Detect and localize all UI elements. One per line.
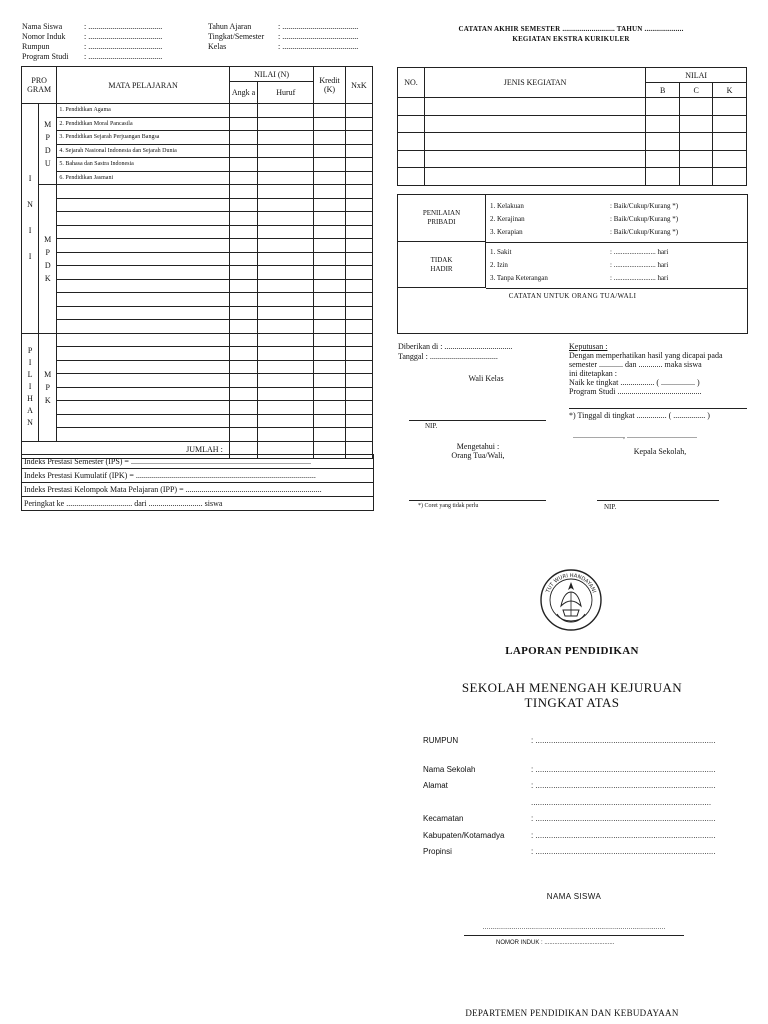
subject-cell: 5. Bahasa dan Sastra Indonesia bbox=[57, 158, 230, 172]
vertical-letter: P bbox=[27, 346, 33, 355]
student-name-label: NAMA SISWA bbox=[546, 892, 602, 901]
student-name-dots: .............................................................................................. bbox=[482, 924, 666, 931]
table-row bbox=[22, 306, 373, 320]
jenis-cell bbox=[424, 98, 645, 116]
signature-right: Keputusan : Dengan memperhatikan hasil yang dicapai pada semester ............ dan ............ maka siswa ini ditetapkan : Naik ke tingkat ................. ( ................. ) Program Studi .......................................... bbox=[569, 342, 749, 396]
vertical-letter: P bbox=[45, 247, 50, 257]
kredit-cell bbox=[314, 401, 345, 415]
kredit-cell bbox=[314, 320, 345, 334]
wali-kelas-label: Wali Kelas bbox=[468, 374, 504, 383]
report-title: LAPORAN PENDIDIKAN bbox=[505, 645, 639, 657]
nxk-cell bbox=[345, 252, 372, 266]
nxk-cell bbox=[345, 239, 372, 253]
vertical-letter: D bbox=[44, 146, 51, 155]
header-no: NO. bbox=[398, 68, 425, 98]
program-pilihan bbox=[22, 345, 38, 429]
subject-cell bbox=[57, 279, 230, 293]
huruf-cell bbox=[258, 171, 314, 185]
c-cell bbox=[680, 168, 713, 186]
subject-cell bbox=[57, 293, 230, 307]
c-cell bbox=[680, 133, 713, 151]
header-b: B bbox=[646, 83, 680, 98]
kepala-sekolah-label: Kepala Sekolah, bbox=[633, 447, 687, 456]
subject-cell bbox=[57, 252, 230, 266]
k-cell bbox=[713, 98, 747, 116]
vertical-letter: P bbox=[45, 382, 50, 392]
personal-box bbox=[397, 194, 748, 334]
absent-label: TIDAK HADIR bbox=[398, 242, 486, 288]
group-mpdk bbox=[39, 233, 56, 285]
table-row bbox=[398, 150, 747, 168]
place-date-line: ........................., ................................... bbox=[573, 431, 697, 440]
angka-cell bbox=[229, 158, 257, 172]
huruf-cell bbox=[258, 320, 314, 334]
group-mpdu bbox=[39, 118, 56, 170]
angka-cell bbox=[229, 320, 257, 334]
angka-cell bbox=[229, 239, 257, 253]
b-cell bbox=[646, 150, 680, 168]
angka-cell bbox=[229, 374, 257, 388]
header-c: C bbox=[680, 83, 713, 98]
header-jenis: JENIS KEGIATAN bbox=[424, 68, 645, 98]
kredit-cell bbox=[314, 104, 345, 118]
huruf-cell bbox=[258, 306, 314, 320]
nxk-cell bbox=[345, 414, 372, 428]
vertical-letter: I bbox=[28, 358, 32, 367]
vertical-letter: N bbox=[27, 200, 33, 210]
vertical-letter: U bbox=[44, 159, 51, 168]
rumpun-field: RUMPUN : ................................................................................. bbox=[423, 736, 716, 745]
nxk-cell bbox=[345, 306, 372, 320]
header-subject: MATA PELAJARAN bbox=[57, 67, 230, 104]
huruf-cell bbox=[258, 212, 314, 226]
kepala-signature-line bbox=[597, 500, 719, 501]
k-cell bbox=[713, 133, 747, 151]
sakit-row: 1. Sakit : ........................ hari bbox=[490, 248, 669, 256]
angka-cell bbox=[229, 185, 257, 199]
angka-cell bbox=[229, 131, 257, 145]
huruf-cell bbox=[258, 401, 314, 415]
header-program: PRO GRAM bbox=[22, 67, 57, 104]
vertical-letter: H bbox=[27, 394, 33, 403]
kredit-cell bbox=[314, 279, 345, 293]
huruf-cell bbox=[258, 117, 314, 131]
table-row bbox=[22, 171, 373, 185]
k-cell bbox=[713, 150, 747, 168]
huruf-cell bbox=[258, 293, 314, 307]
no-cell bbox=[398, 168, 425, 186]
emblem-icon bbox=[539, 568, 603, 632]
vertical-letter: D bbox=[44, 260, 51, 270]
jenis-cell bbox=[424, 133, 645, 151]
table-row bbox=[22, 225, 373, 239]
vertical-letter: M bbox=[44, 234, 52, 244]
nxk-cell bbox=[345, 333, 372, 347]
huruf-cell bbox=[258, 279, 314, 293]
vertical-letter: L bbox=[27, 370, 33, 379]
kerapian-row: 3. Kerapian : Baik/Cukup/Kurang *) bbox=[490, 228, 679, 236]
nxk-cell bbox=[345, 387, 372, 401]
b-cell bbox=[646, 133, 680, 151]
jenis-cell bbox=[424, 115, 645, 133]
vertical-letter: I bbox=[28, 252, 32, 262]
vertical-letter: I bbox=[28, 382, 32, 391]
nxk-cell bbox=[345, 374, 372, 388]
no-cell bbox=[398, 150, 425, 168]
kredit-cell bbox=[314, 131, 345, 145]
no-cell bbox=[398, 133, 425, 151]
school-title: SEKOLAH MENENGAH KEJURUAN TINGKAT ATAS bbox=[461, 680, 683, 710]
huruf-cell bbox=[258, 239, 314, 253]
b-cell bbox=[646, 168, 680, 186]
angka-cell bbox=[229, 414, 257, 428]
subject-cell bbox=[57, 320, 230, 334]
huruf-cell bbox=[258, 374, 314, 388]
subject-cell: 1. Pendidikan Agama bbox=[57, 104, 230, 118]
huruf-cell bbox=[258, 333, 314, 347]
kredit-cell bbox=[314, 360, 345, 374]
table-row bbox=[398, 115, 747, 133]
nip-wali: NIP. bbox=[425, 422, 438, 430]
nxk-cell bbox=[345, 293, 372, 307]
field-program-studi: Program Studi : ..................................... bbox=[22, 52, 163, 61]
huruf-cell bbox=[258, 225, 314, 239]
angka-cell bbox=[229, 360, 257, 374]
group-mpdk-cell bbox=[39, 185, 57, 334]
jenis-cell bbox=[424, 168, 645, 186]
kredit-cell bbox=[314, 306, 345, 320]
kredit-cell bbox=[314, 117, 345, 131]
kelakuan-row: 1. Kelakuan : Baik/Cukup/Kurang *) bbox=[490, 202, 679, 210]
extracurricular-table bbox=[397, 67, 747, 186]
table-row bbox=[22, 117, 373, 131]
tanpa-keterangan-row: 3. Tanpa Keterangan : ........................ hari bbox=[490, 274, 669, 282]
header-nxk: NxK bbox=[345, 67, 372, 104]
parent-signature-line bbox=[409, 500, 546, 501]
subject-cell bbox=[57, 387, 230, 401]
program-inti-cell bbox=[22, 104, 39, 334]
vertical-letter: I bbox=[28, 174, 32, 184]
penilaian-label: PENILAIAN PRIBADI bbox=[398, 195, 486, 242]
huruf-cell bbox=[258, 104, 314, 118]
vertical-letter: A bbox=[27, 406, 33, 415]
student-header-right bbox=[208, 22, 378, 52]
angka-cell bbox=[229, 144, 257, 158]
propinsi-field: Propinsi : ................................................................................. bbox=[423, 847, 716, 856]
header-nilai: NILAI (N) bbox=[229, 67, 314, 82]
huruf-cell bbox=[258, 144, 314, 158]
department-name: DEPARTEMEN PENDIDIKAN DAN KEBUDAYAAN bbox=[465, 1008, 679, 1018]
mengetahui-block: Mengetahui : Orang Tua/Wali, bbox=[451, 442, 505, 460]
nxk-cell bbox=[345, 212, 372, 226]
vertical-letter: M bbox=[44, 120, 52, 129]
keputusan-label: Keputusan : bbox=[569, 342, 608, 351]
nxk-cell bbox=[345, 185, 372, 199]
nxk-cell bbox=[345, 320, 372, 334]
nxk-cell bbox=[345, 104, 372, 118]
table-row bbox=[22, 387, 373, 401]
table-row bbox=[22, 374, 373, 388]
diberikan-di: Diberikan di : .................................. bbox=[398, 342, 513, 351]
field-rumpun: Rumpun : ..................................... bbox=[22, 42, 163, 51]
subject-cell: 2. Pendidikan Moral Pancasila bbox=[57, 117, 230, 131]
kredit-cell bbox=[314, 239, 345, 253]
table-row bbox=[22, 131, 373, 145]
jenis-cell bbox=[424, 150, 645, 168]
kabupaten-field: Kabupaten/Kotamadya : ................................................................................. bbox=[423, 831, 716, 840]
angka-cell bbox=[229, 117, 257, 131]
table-row bbox=[22, 333, 373, 347]
huruf-cell bbox=[258, 266, 314, 280]
header-nilai-ekskul: NILAI bbox=[646, 68, 747, 83]
group-mpk-cell bbox=[39, 333, 57, 441]
decision-separator bbox=[569, 408, 747, 409]
kredit-cell bbox=[314, 333, 345, 347]
tut-wuri-handayani-logo bbox=[539, 568, 603, 632]
huruf-cell bbox=[258, 185, 314, 199]
kredit-cell bbox=[314, 347, 345, 361]
nxk-cell bbox=[345, 347, 372, 361]
kredit-cell bbox=[314, 414, 345, 428]
angka-cell bbox=[229, 212, 257, 226]
angka-cell bbox=[229, 293, 257, 307]
table-row bbox=[22, 198, 373, 212]
jumlah-label: JUMLAH : bbox=[22, 441, 230, 458]
subject-cell bbox=[57, 333, 230, 347]
nxk-cell bbox=[345, 401, 372, 415]
kredit-cell bbox=[314, 198, 345, 212]
vertical-letter: P bbox=[45, 133, 50, 142]
absent-items bbox=[486, 242, 747, 289]
angka-cell bbox=[229, 333, 257, 347]
nxk-cell bbox=[345, 158, 372, 172]
vertical-letter: M bbox=[44, 369, 52, 379]
table-row bbox=[22, 239, 373, 253]
table-row bbox=[22, 414, 373, 428]
huruf-cell bbox=[258, 198, 314, 212]
k-cell bbox=[713, 115, 747, 133]
nomor-induk-line: NOMOR INDUK : .......................................... bbox=[496, 940, 615, 946]
nxk-cell bbox=[345, 171, 372, 185]
alamat-field-2: ................................................................................. bbox=[531, 798, 712, 807]
nxk-cell bbox=[345, 117, 372, 131]
field-nomor-induk: Nomor Induk : ..................................... bbox=[22, 32, 163, 41]
nxk-cell bbox=[345, 266, 372, 280]
nxk-cell bbox=[345, 360, 372, 374]
b-cell bbox=[646, 98, 680, 116]
subject-cell bbox=[57, 428, 230, 442]
table-row bbox=[22, 347, 373, 361]
wali-signature-line bbox=[409, 420, 546, 421]
kredit-cell bbox=[314, 428, 345, 442]
nxk-cell bbox=[345, 225, 372, 239]
subject-cell bbox=[57, 347, 230, 361]
subject-cell: 4. Sejarah Nasional Indonesia dan Sejarah Dunia bbox=[57, 144, 230, 158]
huruf-cell bbox=[258, 131, 314, 145]
subject-cell: 6. Pendidikan Jasmani bbox=[57, 171, 230, 185]
huruf-cell bbox=[258, 347, 314, 361]
angka-cell bbox=[229, 401, 257, 415]
kredit-cell bbox=[314, 374, 345, 388]
vertical-letter: K bbox=[44, 273, 51, 283]
ipk-row: Indeks Prestasi Kumulatif (IPK) = .......................................................................................... bbox=[22, 469, 373, 483]
subject-cell bbox=[57, 266, 230, 280]
field-tingkat-semester: Tingkat/Semester : ...................................... bbox=[208, 32, 359, 41]
no-cell bbox=[398, 115, 425, 133]
nxk-cell bbox=[345, 428, 372, 442]
angka-cell bbox=[229, 266, 257, 280]
kredit-cell bbox=[314, 144, 345, 158]
table-row bbox=[22, 266, 373, 280]
subject-cell bbox=[57, 198, 230, 212]
table-row bbox=[22, 428, 373, 442]
c-cell bbox=[680, 115, 713, 133]
angka-cell bbox=[229, 225, 257, 239]
table-row bbox=[22, 212, 373, 226]
nxk-cell bbox=[345, 144, 372, 158]
program-pilihan-cell bbox=[22, 333, 39, 441]
nxk-cell bbox=[345, 198, 372, 212]
table-row bbox=[22, 320, 373, 334]
peringkat-row: Peringkat ke ................................. dari ........................... siswa bbox=[24, 499, 223, 508]
table-row bbox=[22, 360, 373, 374]
angka-cell bbox=[229, 104, 257, 118]
field-nama-siswa: Nama Siswa : ..................................... bbox=[22, 22, 163, 31]
huruf-cell bbox=[258, 252, 314, 266]
kredit-cell bbox=[314, 158, 345, 172]
kecamatan-field: Kecamatan : ................................................................................. bbox=[423, 814, 716, 823]
angka-cell bbox=[229, 347, 257, 361]
table-row bbox=[22, 252, 373, 266]
field-kelas: Kelas : ...................................... bbox=[208, 42, 359, 51]
angka-cell bbox=[229, 252, 257, 266]
kredit-cell bbox=[314, 293, 345, 307]
kredit-cell bbox=[314, 252, 345, 266]
subject-cell bbox=[57, 185, 230, 199]
subject-cell bbox=[57, 414, 230, 428]
table-row bbox=[398, 133, 747, 151]
field-tahun-ajaran: Tahun Ajaran : ...................................... bbox=[208, 22, 359, 31]
table-row bbox=[398, 168, 747, 186]
program-inti bbox=[22, 166, 38, 270]
subject-cell bbox=[57, 239, 230, 253]
subject-cell bbox=[57, 401, 230, 415]
vertical-letter: K bbox=[44, 395, 51, 405]
subject-cell bbox=[57, 212, 230, 226]
huruf-cell bbox=[258, 414, 314, 428]
k-cell bbox=[713, 168, 747, 186]
header-angka: Angk a bbox=[229, 82, 257, 104]
table-row bbox=[22, 185, 373, 199]
angka-cell bbox=[229, 171, 257, 185]
table-row bbox=[22, 293, 373, 307]
table-row bbox=[22, 279, 373, 293]
alamat-field: Alamat : ................................................................................. bbox=[423, 781, 716, 790]
huruf-cell bbox=[258, 387, 314, 401]
tanggal: Tanggal : .................................. bbox=[398, 352, 498, 361]
tinggal-line: *) Tinggal di tingkat ............... ( ................ ) bbox=[569, 411, 710, 420]
izin-row: 2. Izin : ........................ hari bbox=[490, 261, 669, 269]
angka-cell bbox=[229, 387, 257, 401]
table-row bbox=[398, 98, 747, 116]
nxk-cell bbox=[345, 131, 372, 145]
indices-box bbox=[21, 454, 374, 511]
extracurricular-title: CATATAN AKHIR SEMESTER ........................... TAHUN .................... KEGIATAN EKSTRA KURIKULER bbox=[458, 25, 684, 43]
table-row bbox=[22, 401, 373, 415]
subject-cell bbox=[57, 306, 230, 320]
kredit-cell bbox=[314, 171, 345, 185]
svg-text:TUT WURI HANDAYANI: TUT WURI HANDAYANI bbox=[545, 572, 597, 594]
angka-cell bbox=[229, 279, 257, 293]
angka-cell bbox=[229, 306, 257, 320]
table-row bbox=[22, 104, 373, 118]
kredit-cell bbox=[314, 266, 345, 280]
table-row bbox=[22, 144, 373, 158]
ipp-row: Indeks Prestasi Kelompok Mata Pelajaran (IPP) = .................................................................... bbox=[22, 483, 373, 497]
header-kredit: Kredit (K) bbox=[314, 67, 345, 104]
group-mpk bbox=[39, 368, 56, 407]
grades-table bbox=[21, 66, 373, 459]
student-name-line bbox=[464, 935, 684, 936]
angka-cell bbox=[229, 198, 257, 212]
table-row bbox=[22, 158, 373, 172]
nip-kepala: NIP. bbox=[604, 503, 617, 511]
c-cell bbox=[680, 150, 713, 168]
kerajinan-row: 2. Kerajinan : Baik/Cukup/Kurang *) bbox=[490, 215, 679, 223]
huruf-cell bbox=[258, 428, 314, 442]
vertical-letter: I bbox=[28, 226, 32, 236]
notes-label: CATATAN UNTUK ORANG TUA/WALI bbox=[508, 292, 637, 300]
b-cell bbox=[646, 115, 680, 133]
vertical-letter: N bbox=[27, 418, 33, 427]
huruf-cell bbox=[258, 360, 314, 374]
nama-sekolah-field: Nama Sekolah : ................................................................................. bbox=[423, 765, 716, 774]
kredit-cell bbox=[314, 185, 345, 199]
kredit-cell bbox=[314, 387, 345, 401]
student-header-left bbox=[22, 22, 212, 62]
subject-cell bbox=[57, 360, 230, 374]
signature-left bbox=[398, 342, 568, 384]
penilaian-items bbox=[486, 195, 747, 243]
subject-cell bbox=[57, 374, 230, 388]
kredit-cell bbox=[314, 212, 345, 226]
no-cell bbox=[398, 98, 425, 116]
group-mpdu-cell bbox=[39, 104, 57, 185]
subject-cell: 3. Pendidikan Sejarah Perjuangan Bangsa bbox=[57, 131, 230, 145]
subject-cell bbox=[57, 225, 230, 239]
header-k: K bbox=[713, 83, 747, 98]
ips-row: Indeks Prestasi Semester (IPS) = .......................................................................................... bbox=[22, 455, 373, 469]
huruf-cell bbox=[258, 158, 314, 172]
header-huruf: Huruf bbox=[258, 82, 314, 104]
angka-cell bbox=[229, 428, 257, 442]
c-cell bbox=[680, 98, 713, 116]
nxk-cell bbox=[345, 279, 372, 293]
footnote: *) Coret yang tidak perlu bbox=[418, 503, 479, 509]
kredit-cell bbox=[314, 225, 345, 239]
